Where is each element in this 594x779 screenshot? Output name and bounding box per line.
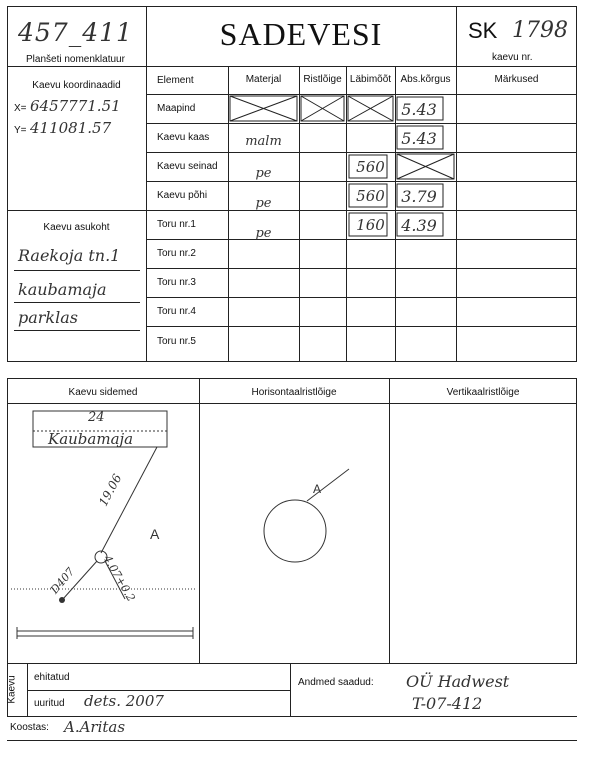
links-title: Kaevu sidemed — [68, 387, 138, 398]
location-line-2: kaubamaja — [18, 280, 107, 299]
row-element-1: Maapind — [157, 103, 196, 114]
coordinates-title: Kaevu koordinaadid — [32, 80, 121, 91]
sketch-distance-2: D407 — [48, 565, 78, 597]
horizontal-section-sketch — [199, 403, 389, 664]
well-number: 1798 — [512, 18, 568, 43]
location-title: Kaevu asukoht — [43, 222, 110, 233]
x-value: 6457771.51 — [30, 97, 121, 115]
row-element-2: Kaevu kaas — [157, 132, 210, 143]
col-header-notes: Märkused — [494, 74, 539, 85]
row-material-3: pe — [255, 166, 272, 181]
col-header-diameter: Läbimõõt — [349, 74, 392, 85]
data-label: Andmed saadud: — [298, 677, 374, 688]
location-line-1: Raekoja tn.1 — [18, 246, 121, 265]
row-elevation-2: 5.43 — [401, 129, 437, 148]
sheet-number: 457_411 — [18, 18, 133, 47]
location-line-3: parklas — [18, 308, 78, 327]
row-diameter-4: 560 — [356, 187, 385, 205]
row-element-7: Toru nr.3 — [157, 277, 196, 288]
y-value: 411081.57 — [30, 119, 112, 137]
section-label-a: A — [313, 482, 322, 496]
row-element-6: Toru nr.2 — [157, 248, 196, 259]
row-element-3: Kaevu seinad — [157, 161, 218, 172]
crossed-cells — [0, 0, 594, 362]
col-header-elevation: Abs.kõrgus — [400, 74, 451, 85]
vertical-title: Vertikaalristlõige — [446, 387, 520, 398]
row-elevation-1: 5.43 — [401, 100, 437, 119]
col-header-material: Materjal — [245, 74, 282, 85]
page-title: SADEVESI — [219, 16, 383, 52]
footer-side-label: Kaevu — [6, 675, 18, 704]
col-header-element: Element — [157, 75, 194, 86]
horizontal-title: Horisontaalristlõige — [251, 387, 337, 398]
sketch-label-a: A — [150, 526, 160, 542]
y-label: Y= — [14, 125, 27, 136]
row-elevation-5: 4.39 — [401, 216, 437, 235]
row-elevation-4: 3.79 — [401, 187, 437, 206]
sketch-building-number: 24 — [88, 410, 105, 425]
author-value: A.Aritas — [64, 718, 126, 736]
author-label: Koostas: — [10, 722, 49, 733]
measured-label: uuritud — [34, 698, 65, 709]
sheet-label: Planšeti nomenklatuur — [26, 54, 125, 65]
col-header-cross: Ristlõige — [303, 74, 342, 85]
well-prefix: SK — [468, 18, 498, 43]
row-material-4: pe — [255, 196, 272, 211]
row-diameter-3: 560 — [356, 158, 385, 176]
row-element-4: Kaevu põhi — [157, 190, 208, 201]
sketch-building-name: Kaubamaja — [48, 430, 134, 448]
row-diameter-5: 160 — [356, 216, 385, 234]
row-material-5: pe — [255, 226, 272, 241]
row-element-8: Toru nr.4 — [157, 306, 196, 317]
x-label: X= — [14, 103, 27, 114]
data-value-1: OÜ Hadwest — [406, 672, 510, 691]
row-material-2: malm — [245, 134, 282, 149]
measured-value: dets. 2007 — [84, 692, 164, 710]
sketch-distance-3: 4.07+0.2 — [100, 553, 138, 604]
data-value-2: T-07-412 — [412, 694, 483, 713]
row-element-9: Toru nr.5 — [157, 336, 196, 347]
well-label: kaevu nr. — [492, 52, 533, 63]
built-label: ehitatud — [34, 672, 70, 683]
sketch-distance-1: 19.06 — [96, 471, 125, 509]
row-element-5: Toru nr.1 — [157, 219, 196, 230]
